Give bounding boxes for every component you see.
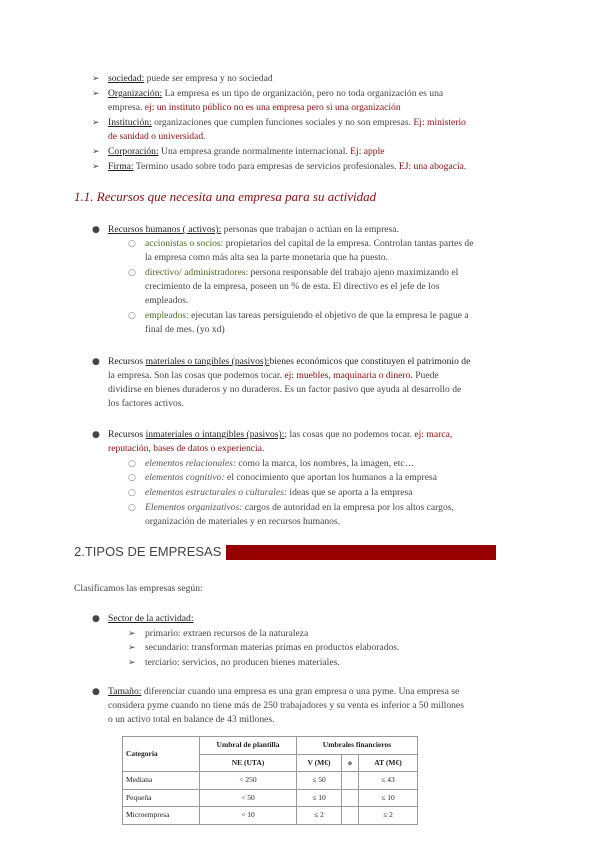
sub-item-cont: la empresa como más alta sea la parte monetaria que ha puesto. <box>145 252 388 263</box>
sub-item-cont: empleados. <box>145 295 189 306</box>
table-cell <box>342 789 359 807</box>
table-row <box>123 772 418 790</box>
bullet-icon: ● <box>92 614 100 624</box>
arrow-bullet-icon: ➢ <box>92 74 100 84</box>
list-item-cont: considera pyme cuando no tiene más de 250 trabajadores y su venta es inferior a 50 millones <box>108 700 464 711</box>
list-item: Recursos inmateriales o intangibles (pasivos):; las cosas que no podemos tocar. ej: marca, <box>108 429 453 440</box>
bullet-icon: ● <box>92 687 100 697</box>
table-cell <box>342 807 359 825</box>
list-item: Corporación: Una empresa grande normalmente internacional. Ej: apple <box>108 146 385 157</box>
sub-item: elementos cognitivo: el conocimiento que aportan los humanos a la empresa <box>145 472 437 483</box>
sub-item: directivo/ administradores: persona responsable del trabajo ajeno maximizando el <box>145 267 459 278</box>
list-item-cont: reputación, bases de datos o experiencia. <box>108 443 265 454</box>
circle-bullet-icon: ○ <box>128 459 136 469</box>
arrow-bullet-icon: ➢ <box>128 643 136 653</box>
table-header: o <box>342 754 359 772</box>
heading-highlight-bar <box>226 545 496 560</box>
circle-bullet-icon: ○ <box>128 239 136 249</box>
list-item: Tamaño: diferenciar cuando una empresa es una gran empresa o una pyme. Una empresa se <box>108 686 460 697</box>
circle-bullet-icon: ○ <box>128 488 136 498</box>
arrow-bullet-icon: ➢ <box>128 658 136 668</box>
list-item-cont: la empresa. Son las cosas que podemos tocar. ej: muebles, maquinaria o dinero. Puede <box>108 370 439 381</box>
list-item: Recursos materiales o tangibles (pasivos):bienes económicos que constituyen el patrimonio de <box>108 356 471 367</box>
table-cell: ≤ 43 <box>359 772 418 790</box>
arrow-bullet-icon: ➢ <box>92 147 100 157</box>
table-header: AT (M€) <box>359 754 418 772</box>
size-table <box>122 736 418 825</box>
sub-item-cont: crecimiento de la empresa, poseen un % de esta. El directivo es el jefe de los <box>145 281 440 292</box>
section-heading: 1.1. Recursos que necesita una empresa para su actividad <box>74 189 377 204</box>
sub-item: elementos relacionales: como la marca, los nombres, la imagen, etc… <box>145 458 415 469</box>
table-header: Categoría <box>123 737 200 772</box>
section-heading: 2.TIPOS DE EMPRESAS <box>74 544 222 559</box>
sub-item: primario: extraen recursos de la naturaleza <box>145 628 309 639</box>
list-item: Firma: Termino usado sobre todo para empresas de servicios profesionales. EJ: una abogacía. <box>108 161 467 172</box>
list-item-cont: empresa. ej: un instituto público no es una empresa pero si una organización <box>108 102 401 113</box>
table-header: V (M€) <box>297 754 342 772</box>
circle-bullet-icon: ○ <box>128 268 136 278</box>
circle-bullet-icon: ○ <box>128 311 136 321</box>
table-cell: Pequeña <box>123 789 200 807</box>
table-cell: Microempresa <box>123 807 200 825</box>
table-cell: ≤ 10 <box>359 789 418 807</box>
table-row <box>123 807 418 825</box>
table-cell: ≤ 50 <box>297 772 342 790</box>
arrow-bullet-icon: ➢ <box>92 89 100 99</box>
bullet-icon: ● <box>92 225 100 235</box>
table-cell: Mediana <box>123 772 200 790</box>
table-cell: < 250 <box>200 772 297 790</box>
list-item: sociedad: puede ser empresa y no sociedad <box>108 73 273 84</box>
list-item: Recursos humanos ( activos): personas que trabajan o actúan en la empresa. <box>108 224 399 235</box>
arrow-bullet-icon: ➢ <box>92 162 100 172</box>
sub-item-cont: organización de materiales y en recursos humanos. <box>145 516 341 527</box>
table-cell: ≤ 2 <box>297 807 342 825</box>
arrow-bullet-icon: ➢ <box>128 629 136 639</box>
list-item: Institución: organizaciones que cumplen funciones sociales y no son empresas. Ej: ministerio <box>108 117 466 128</box>
list-item: Organización: La empresa es un tipo de organización, pero no toda organización es una <box>108 88 444 99</box>
sub-item: terciario: servicios, no producen bienes materiales. <box>145 657 340 668</box>
circle-bullet-icon: ○ <box>128 473 136 483</box>
sub-item: empleados: ejecutan las tareas persiguiendo el objetivo de que la empresa le pague a <box>145 310 469 321</box>
sub-item: elementos estructurales o culturales: ideas que se aporta a la empresa <box>145 487 413 498</box>
sub-item: secundario: transforman materias primas en productos elaborados. <box>145 642 400 653</box>
table-header: NE (UTA) <box>200 754 297 772</box>
sub-item: accionistas o socios: propietarios del capital de la empresa. Controlan tantas partes de <box>145 238 474 249</box>
table-cell: < 10 <box>200 807 297 825</box>
table-cell: ≤ 2 <box>359 807 418 825</box>
list-item: Sector de la actividad: <box>108 613 194 624</box>
table-header: Umbral de plantilla <box>200 737 297 755</box>
list-item-cont: los factores activos. <box>108 398 184 409</box>
circle-bullet-icon: ○ <box>128 503 136 513</box>
table-header: Umbrales financieros <box>297 737 418 755</box>
sub-item-cont: final de mes. (yo xd) <box>145 324 225 335</box>
arrow-bullet-icon: ➢ <box>92 118 100 128</box>
list-item-cont: dividirse en bienes duraderos y no duraderos. Es un factor pasivo que ayuda al desarrollo de <box>108 384 462 395</box>
table-cell: < 50 <box>200 789 297 807</box>
bullet-icon: ● <box>92 430 100 440</box>
table-cell <box>342 772 359 790</box>
intro-text: Clasificamos las empresas según: <box>74 583 203 594</box>
list-item-cont: o un activo total en balance de 43 millones. <box>108 714 275 725</box>
list-item-cont: de sanidad o universidad. <box>108 131 206 142</box>
table-cell: ≤ 10 <box>297 789 342 807</box>
table-row <box>123 789 418 807</box>
sub-item: Elementos organizativos: cargos de autoridad en la empresa por los altos cargos, <box>145 502 454 513</box>
bullet-icon: ● <box>92 357 100 367</box>
